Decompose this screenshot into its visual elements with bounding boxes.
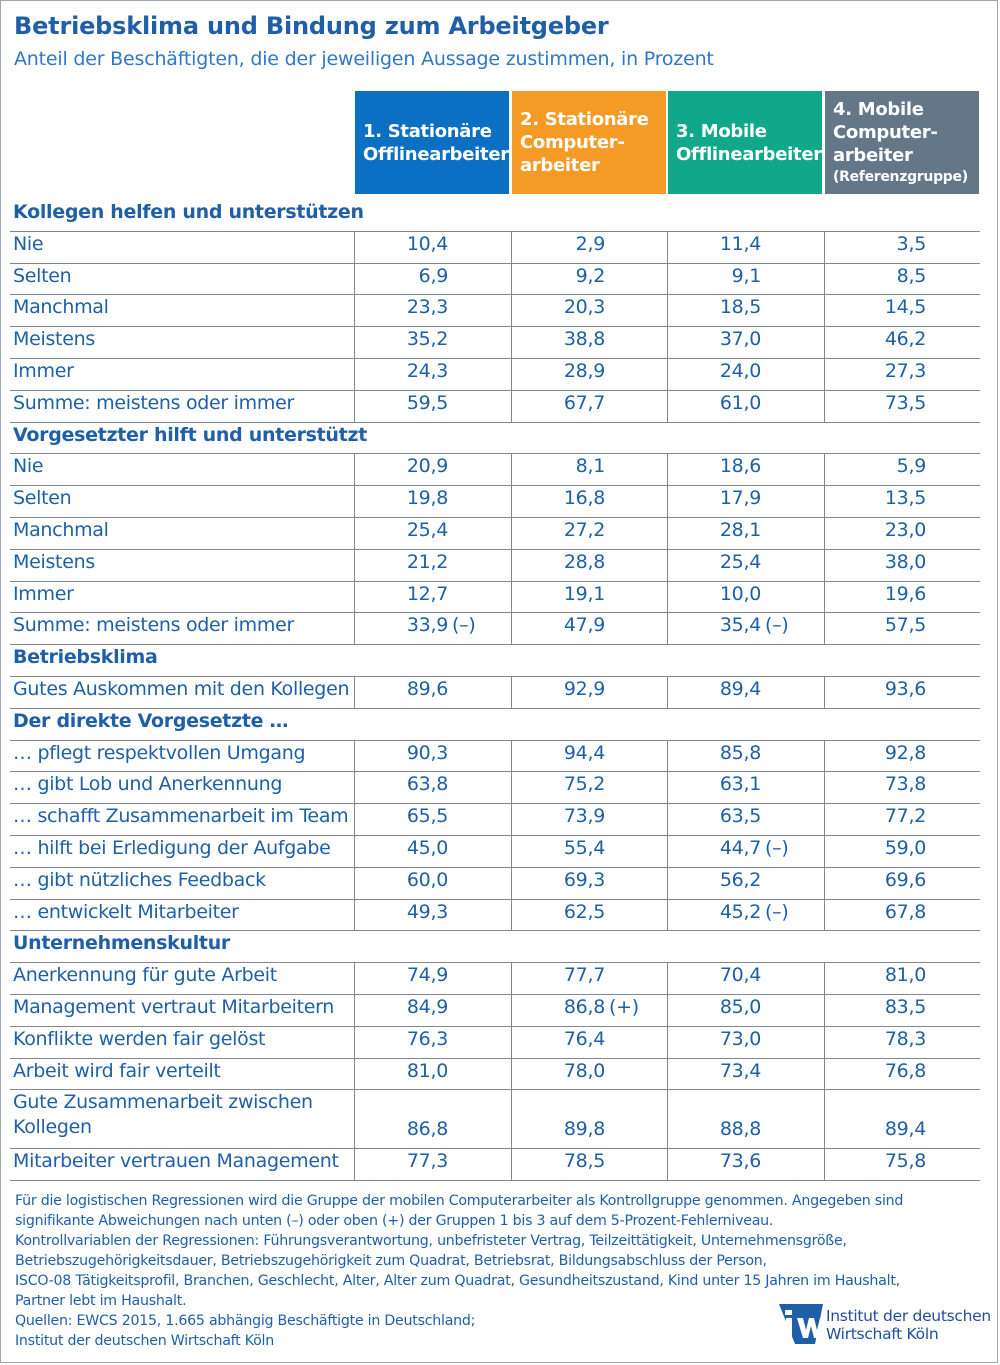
cell-value: 2,9 <box>575 232 605 255</box>
row-label: Immer <box>13 582 74 605</box>
column-divider <box>354 740 355 931</box>
cell-value: 59,0 <box>884 837 926 859</box>
column-divider <box>511 676 512 708</box>
cell-value: 59,5 <box>406 391 448 414</box>
column-divider <box>824 740 825 931</box>
row-label: Gutes Auskommen mit den Kollegen <box>13 678 350 700</box>
cell-value: 45,2 <box>719 900 761 923</box>
table-row <box>10 390 980 422</box>
footnote: Für die logistischen Regressionen wird die Gruppe der mobilen Computerarbeiter als Kontrollgruppe genommen. Angegeben sind signifikante Abweichungen nach unten (–) oder oben (+) der Gruppen 1 bis 3 auf dem 5-Prozent-Fehlerniveau. Kontrollvariablen der Regressionen: Führungsverantwortung, unbefristeter Vertrag, Teilzeittätigkeit, Unternehmensgröße, Betriebszugehörigkeitsdauer, Betriebszugehörigkeit zum Quadrat, Betriebsrat, Bildungsabschluss der Person, ISCO-08 Tätigkeitsprofil, Branchen, Geschlecht, Alter, Alter zum Quadrat, Gesundheitszustand, Kind unter 15 Jahren im Haushalt, Partner lebt im Haushalt. Quellen: EWCS 2015, 1.665 abhängig Beschäftigte in Deutschland; Institut der deutschen Wirtschaft Köln <box>15 1193 904 1349</box>
table-row <box>10 899 980 931</box>
table-row <box>10 867 980 899</box>
cell-value: 74,9 <box>406 964 448 987</box>
cell-value: 20,9 <box>406 455 448 478</box>
row-label: Manchmal <box>13 296 109 319</box>
table-row <box>10 740 980 772</box>
cell-value: 93,6 <box>884 678 926 700</box>
table-row <box>10 326 980 358</box>
cell-value: 17,9 <box>719 487 761 510</box>
table-row <box>10 453 980 485</box>
cell-value: 92,9 <box>563 678 605 700</box>
page-title: Betriebsklima und Bindung zum Arbeitgeber <box>14 12 609 40</box>
cell-value: 85,8 <box>719 741 761 764</box>
cell-value: 57,5 <box>884 614 926 637</box>
row-label: … entwickelt Mitarbeiter <box>13 900 239 923</box>
cell-value: 60,0 <box>406 868 448 891</box>
row-divider <box>10 867 980 868</box>
row-label: Gute Zusammenarbeit zwischen Kollegen <box>13 1091 313 1139</box>
cell-value: 20,3 <box>563 296 605 319</box>
row-label: … pflegt respektvollen Umgang <box>13 741 306 764</box>
cell-value: 45,0 <box>406 837 448 859</box>
cell-value: 69,6 <box>884 868 926 891</box>
significance-mark: (–) <box>765 900 789 923</box>
row-divider <box>10 740 980 741</box>
row-label: Management vertraut Mitarbeitern <box>13 996 335 1018</box>
significance-mark: (+) <box>609 996 639 1018</box>
cell-value: 28,8 <box>563 550 605 573</box>
cell-value: 73,8 <box>884 773 926 796</box>
row-label: … gibt nützliches Feedback <box>13 868 266 891</box>
row-divider <box>10 485 980 486</box>
column-header-1: 1. Stationäre Offlinearbeiter <box>355 91 509 194</box>
row-label: Manchmal <box>13 519 109 541</box>
significance-mark: (–) <box>452 614 476 637</box>
table-row <box>10 994 980 1026</box>
cell-value: 84,9 <box>406 996 448 1018</box>
row-divider <box>10 899 980 900</box>
row-label: Nie <box>13 232 44 255</box>
cell-value: 78,3 <box>884 1027 926 1050</box>
row-label: Nie <box>13 455 44 478</box>
row-divider <box>10 835 980 836</box>
table-row <box>10 835 980 867</box>
cell-value: 75,2 <box>563 773 605 796</box>
table-row <box>10 1026 980 1058</box>
cell-value: 38,0 <box>884 550 926 573</box>
cell-value: 67,7 <box>563 391 605 414</box>
cell-value: 13,5 <box>884 487 926 510</box>
row-divider <box>10 453 980 454</box>
cell-value: 89,4 <box>719 678 761 700</box>
cell-value: 35,4 <box>719 614 761 637</box>
row-divider <box>10 549 980 550</box>
section-label: Betriebsklima <box>13 646 158 669</box>
cell-value: 73,4 <box>719 1059 761 1082</box>
row-divider <box>10 771 980 772</box>
cell-value: 78,0 <box>563 1059 605 1082</box>
cell-value: 69,3 <box>563 868 605 891</box>
cell-value: 9,2 <box>575 264 605 287</box>
cell-value: 47,9 <box>563 614 605 637</box>
cell-value: 10,0 <box>719 582 761 605</box>
cell-value: 38,8 <box>563 328 605 351</box>
table-row <box>10 1058 980 1090</box>
cell-value: 44,7 <box>719 837 761 859</box>
section-heading <box>10 422 980 454</box>
cell-value: 28,9 <box>563 360 605 382</box>
table-row <box>10 803 980 835</box>
column-divider <box>354 676 355 708</box>
cell-value: 94,4 <box>563 741 605 764</box>
significance-mark: (–) <box>765 614 789 637</box>
row-label: Meistens <box>13 328 95 351</box>
cell-value: 18,5 <box>719 296 761 319</box>
table-row <box>10 231 980 263</box>
column-divider <box>667 962 668 1180</box>
cell-value: 12,7 <box>406 582 448 605</box>
column-divider <box>824 962 825 1180</box>
column-divider <box>511 740 512 931</box>
cell-value: 14,5 <box>884 296 926 319</box>
table-row <box>10 1089 980 1148</box>
row-divider <box>10 708 980 709</box>
row-divider <box>10 1026 980 1027</box>
cell-value: 24,0 <box>719 360 761 382</box>
table-row <box>10 358 980 390</box>
cell-value: 88,8 <box>719 1118 761 1141</box>
cell-value: 76,8 <box>884 1059 926 1082</box>
row-divider <box>10 994 980 995</box>
cell-value: 63,1 <box>719 773 761 796</box>
cell-value: 89,6 <box>406 678 448 700</box>
column-header-3: 3. Mobile Offlinearbeiter <box>668 91 822 194</box>
cell-value: 86,8 <box>406 1118 448 1141</box>
row-divider <box>10 263 980 264</box>
row-label: Immer <box>13 360 74 382</box>
section-label: Kollegen helfen und unterstützen <box>13 201 364 223</box>
column-divider <box>511 453 512 644</box>
cell-value: 89,8 <box>563 1118 605 1141</box>
cell-value: 25,4 <box>406 519 448 541</box>
cell-value: 81,0 <box>406 1059 448 1082</box>
column-divider <box>511 231 512 422</box>
page-subtitle: Anteil der Beschäftigten, die der jeweiligen Aussage zustimmen, in Prozent <box>14 48 714 70</box>
row-divider <box>10 1180 980 1181</box>
cell-value: 86,8 <box>563 996 605 1018</box>
cell-value: 21,2 <box>406 550 448 573</box>
cell-value: 73,9 <box>563 805 605 828</box>
table-row <box>10 581 980 613</box>
row-label: Selten <box>13 264 72 287</box>
cell-value: 90,3 <box>406 741 448 764</box>
cell-value: 37,0 <box>719 328 761 351</box>
cell-value: 55,4 <box>563 837 605 859</box>
cell-value: 11,4 <box>719 232 761 255</box>
cell-value: 77,7 <box>563 964 605 987</box>
column-divider <box>667 740 668 931</box>
column-divider <box>824 453 825 644</box>
cell-value: 67,8 <box>884 900 926 923</box>
cell-value: 77,3 <box>406 1150 448 1172</box>
section-heading <box>10 199 980 231</box>
column-divider <box>354 231 355 422</box>
row-label: Konflikte werden fair gelöst <box>13 1027 266 1050</box>
row-divider <box>10 930 980 931</box>
cell-value: 25,4 <box>719 550 761 573</box>
cell-value: 23,0 <box>884 519 926 541</box>
row-label: … hilft bei Erledigung der Aufgabe <box>13 837 331 859</box>
row-divider <box>10 517 980 518</box>
logo-text: Institut der deutschen Wirtschaft Köln <box>826 1307 991 1343</box>
table-row <box>10 612 980 644</box>
row-divider <box>10 612 980 613</box>
row-divider <box>10 1058 980 1059</box>
cell-value: 24,3 <box>406 360 448 382</box>
row-divider <box>10 422 980 423</box>
cell-value: 76,4 <box>563 1027 605 1050</box>
row-divider <box>10 962 980 963</box>
cell-value: 9,1 <box>731 264 761 287</box>
row-label: Summe: meistens oder immer <box>13 391 294 414</box>
cell-value: 89,4 <box>884 1118 926 1141</box>
cell-value: 23,3 <box>406 296 448 319</box>
cell-value: 46,2 <box>884 328 926 351</box>
row-divider <box>10 326 980 327</box>
cell-value: 81,0 <box>884 964 926 987</box>
row-divider <box>10 581 980 582</box>
cell-value: 77,2 <box>884 805 926 828</box>
cell-value: 8,5 <box>896 264 926 287</box>
row-label: Arbeit wird fair verteilt <box>13 1059 221 1082</box>
section-heading <box>10 708 980 740</box>
column-divider <box>354 962 355 1180</box>
table-row <box>10 517 980 549</box>
cell-value: 6,9 <box>418 264 448 287</box>
cell-value: 18,6 <box>719 455 761 478</box>
cell-value: 5,9 <box>896 455 926 478</box>
cell-value: 49,3 <box>406 900 448 923</box>
cell-value: 27,2 <box>563 519 605 541</box>
column-divider <box>667 676 668 708</box>
cell-value: 65,5 <box>406 805 448 828</box>
cell-value: 33,9 <box>406 614 448 637</box>
row-divider <box>10 803 980 804</box>
cell-value: 73,6 <box>719 1150 761 1172</box>
cell-value: 56,2 <box>719 868 761 891</box>
table-row <box>10 485 980 517</box>
column-header-2: 2. Stationäre Computer- arbeiter <box>512 91 666 194</box>
row-divider <box>10 231 980 232</box>
cell-value: 35,2 <box>406 328 448 351</box>
cell-value: 19,1 <box>563 582 605 605</box>
cell-value: 76,3 <box>406 1027 448 1050</box>
column-divider <box>511 962 512 1180</box>
section-label: Unternehmenskultur <box>13 932 231 955</box>
cell-value: 10,4 <box>406 232 448 255</box>
column-divider <box>667 453 668 644</box>
section-label: Der direkte Vorgesetzte … <box>13 709 289 732</box>
table-row <box>10 549 980 581</box>
row-label: … gibt Lob und Anerkennung <box>13 773 283 796</box>
table-row <box>10 294 980 326</box>
cell-value: 73,0 <box>719 1027 761 1050</box>
table-row <box>10 676 980 708</box>
cell-value: 78,5 <box>563 1150 605 1172</box>
table-row <box>10 263 980 295</box>
cell-value: 19,6 <box>884 582 926 605</box>
cell-value: 61,0 <box>719 391 761 414</box>
cell-value: 92,8 <box>884 741 926 764</box>
table-row <box>10 771 980 803</box>
row-label: Mitarbeiter vertrauen Management <box>13 1150 339 1172</box>
section-heading <box>10 930 980 962</box>
cell-value: 16,8 <box>563 487 605 510</box>
row-divider <box>10 390 980 391</box>
section-label: Vorgesetzter hilft und unterstützt <box>13 423 367 446</box>
row-divider <box>10 676 980 677</box>
cell-value: 28,1 <box>719 519 761 541</box>
row-divider <box>10 1089 980 1090</box>
row-divider <box>10 1148 980 1149</box>
column-divider <box>824 676 825 708</box>
row-label: … schafft Zusammenarbeit im Team <box>13 805 349 828</box>
table-row <box>10 962 980 994</box>
cell-value: 85,0 <box>719 996 761 1018</box>
table-row <box>10 1148 980 1180</box>
section-heading <box>10 644 980 676</box>
significance-mark: (–) <box>765 837 789 859</box>
row-label: Summe: meistens oder immer <box>13 614 294 637</box>
cell-value: 8,1 <box>575 455 605 478</box>
row-divider <box>10 358 980 359</box>
column-header-4: 4. Mobile Computer- arbeiter (Referenzgruppe) <box>825 91 979 194</box>
cell-value: 62,5 <box>563 900 605 923</box>
cell-value: 3,5 <box>896 232 926 255</box>
column-divider <box>667 231 668 422</box>
cell-value: 19,8 <box>406 487 448 510</box>
row-divider <box>10 294 980 295</box>
column-divider <box>354 453 355 644</box>
cell-value: 63,8 <box>406 773 448 796</box>
row-label: Meistens <box>13 550 95 573</box>
cell-value: 83,5 <box>884 996 926 1018</box>
row-label: Anerkennung für gute Arbeit <box>13 964 277 987</box>
row-divider <box>10 644 980 645</box>
cell-value: 75,8 <box>884 1150 926 1172</box>
cell-value: 27,3 <box>884 360 926 382</box>
column-divider <box>824 231 825 422</box>
cell-value: 70,4 <box>719 964 761 987</box>
cell-value: 73,5 <box>884 391 926 414</box>
row-label: Selten <box>13 487 72 510</box>
cell-value: 63,5 <box>719 805 761 828</box>
